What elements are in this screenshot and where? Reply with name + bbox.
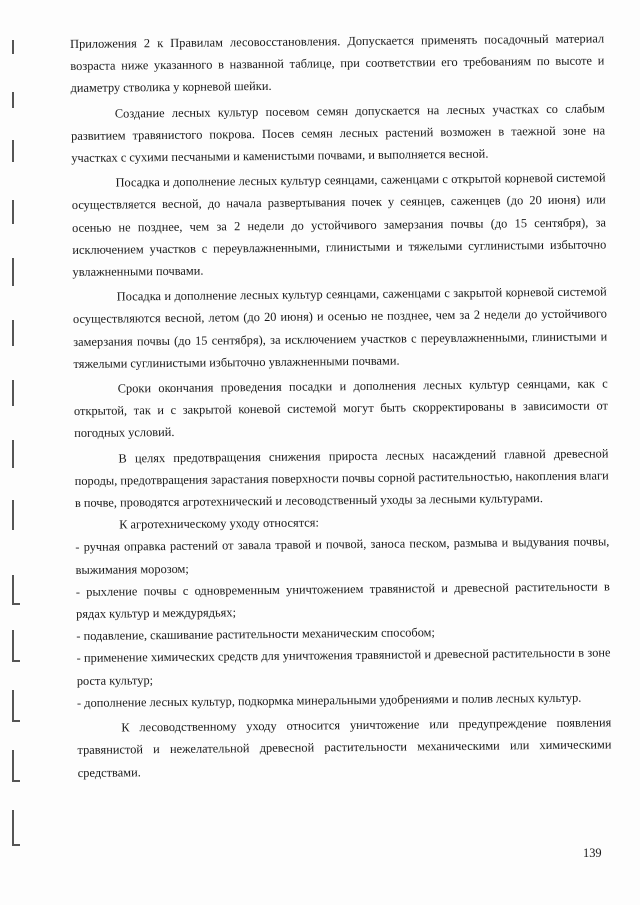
- paragraph: Посадка и дополнение лесных культур сеянцами, саженцами с закрытой корневой системой осуществляются весной, летом (до 20 июня) и осенью не позднее, чем за 2 недели до устойчивого замерзания почвы (до 15 сентября), за исключением участков с переувлажненными, глинистыми и тяжелыми суглинистыми избыточно увлажненными почвами.: [72, 284, 608, 371]
- binding-mark: [12, 750, 14, 780]
- paragraph: В целях предотвращения снижения прироста лесных насаждений главной древесной породы, предотвращения зарастания поверхности почвы сорной растительностью, накопления влаги в почве, проводятся агротехнический и лесоводственный уходы за лесными культурами.: [74, 446, 609, 511]
- binding-mark: [12, 603, 20, 605]
- binding-mark: [12, 92, 14, 108]
- binding-mark: [12, 780, 20, 782]
- paragraph: Создание лесных культур посевом семян допускается на лесных участках со слабым развитием травянистого покрова. Посев семян лесных растений возможен в таежной зоне на участках с сухими песчаными и каменистыми почвами, и выполняется весной.: [71, 101, 606, 166]
- page-number: 139: [583, 846, 602, 860]
- binding-mark: [12, 810, 14, 844]
- binding-mark: [12, 440, 14, 468]
- binding-mark: [12, 320, 14, 346]
- list-item: - подавление, скашивание растительности механическим способом;: [76, 625, 435, 644]
- binding-mark: [12, 40, 14, 54]
- list-item: - рыхление почвы с одновременным уничтожением травянистой и древесной растительности в рядах культур и междурядьях;: [75, 579, 610, 622]
- list-item: - ручная оправка растений от завала травой и почвой, заноса песком, размыва и выдувания почвы, выжимания морозом;: [75, 534, 610, 577]
- paragraph: Сроки окончания проведения посадки и дополнения лесных культур сеянцами, как с открытой, так и с закрытой коневой системой могут быть скорректированы в зависимости от погодных условий.: [73, 376, 609, 441]
- binding-mark: [12, 844, 20, 846]
- binding-mark: [12, 140, 14, 162]
- list-item: - дополнение лесных культур, подкормка минеральными удобрениями и полив лесных культур.: [76, 690, 582, 710]
- paragraph: Посадка и дополнение лесных культур сеянцами, саженцами с открытой корневой системой осуществляется весной, до начала развертывания почек у сеянцев, саженцев (до 20 июня) или осенью не позднее, чем за 2 недели до устойчивого замерзания почвы (до 15 сентября), за исключением участков с переувлажненными, глинистыми и тяжелыми суглинистыми избыточно увлажненными почвами.: [71, 170, 607, 280]
- binding-mark: [12, 258, 14, 286]
- list-item: - применение химических средств для уничтожения травянистой и древесной растительности в зоне роста культур;: [76, 645, 611, 688]
- binding-mark: [12, 720, 20, 722]
- list-intro: К агротехническому уходу относятся:: [119, 515, 319, 532]
- binding-mark: [12, 690, 14, 720]
- body-text: [70, 27, 612, 783]
- binding-marks: [8, 30, 28, 880]
- binding-mark: [12, 630, 14, 660]
- binding-mark: [12, 380, 14, 406]
- paragraph: Приложения 2 к Правилам лесовосстановления. Допускается применять посадочный материал возраста ниже указанного в названной таблице, при соответствии его требованиям по высоте и диаметру стволика у корневой шейки.: [70, 31, 605, 96]
- binding-mark: [12, 575, 14, 603]
- binding-mark: [12, 660, 20, 662]
- binding-mark: [12, 500, 14, 530]
- binding-mark: [12, 200, 14, 224]
- closing-paragraph: К лесоводственному уходу относится уничтожение или предупреждение появления травянистой и нежелательной древесной растительности механическими или химическими средствами.: [77, 715, 612, 780]
